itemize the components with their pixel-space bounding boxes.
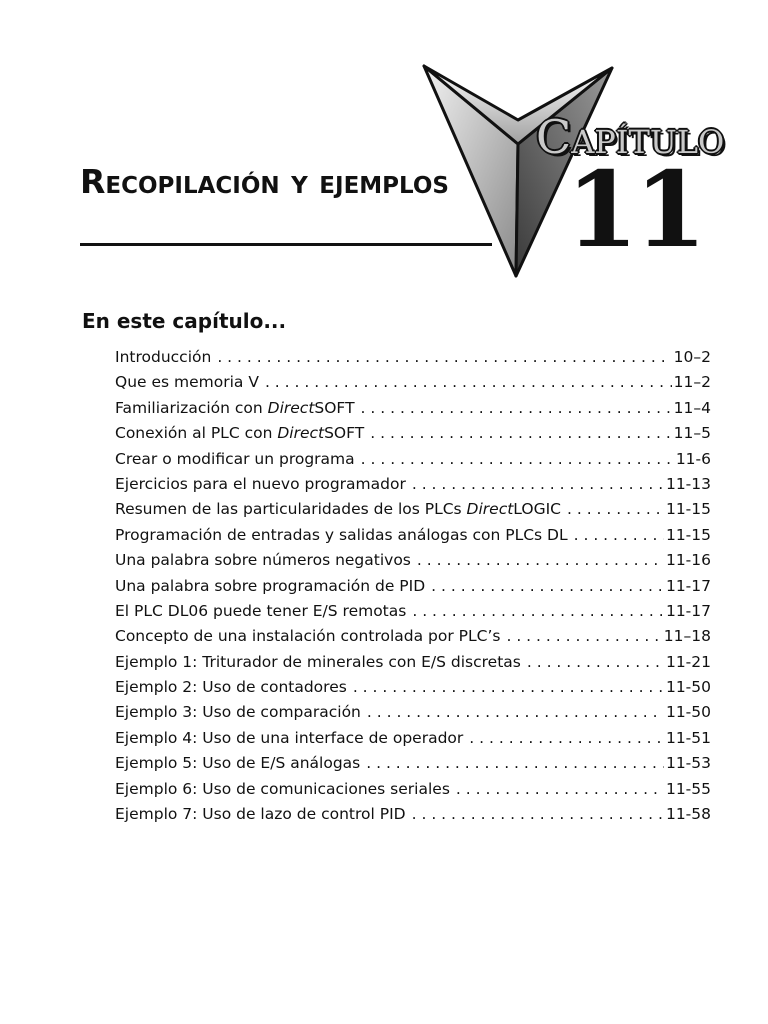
toc-entry-brand-suffix: LOGIC (513, 500, 561, 519)
toc-entry-title (115, 678, 347, 696)
toc-row[interactable] (115, 424, 711, 449)
toc-page-number: 11-6 (675, 449, 711, 468)
toc-entry-title (115, 627, 500, 645)
toc-dot-leader (361, 450, 674, 468)
toc-entry-text: Familiarización con (115, 398, 268, 417)
toc-dot-leader (353, 678, 664, 696)
toc-dot-leader (431, 577, 664, 595)
toc-row[interactable] (115, 602, 711, 627)
toc-dot-leader (567, 500, 664, 518)
toc-dot-leader (412, 475, 664, 493)
table-of-contents (115, 348, 711, 830)
toc-entry-title (115, 780, 450, 798)
toc-entry-text: Ejemplo 6: Uso de comunicaciones seriales (115, 779, 450, 798)
toc-entry-text: Concepto de una instalación controlada por PLC’s (115, 627, 501, 646)
toc-dot-leader (412, 602, 664, 620)
toc-dot-leader (367, 703, 664, 721)
toc-row[interactable] (115, 399, 711, 424)
toc-entry-text: Una palabra sobre números negativos (115, 551, 411, 570)
toc-page-number: 11-15 (665, 525, 711, 544)
toc-row[interactable] (115, 551, 711, 576)
toc-dot-leader (469, 729, 664, 747)
toc-row[interactable] (115, 678, 711, 703)
toc-entry-title (115, 602, 406, 620)
toc-page-number: 11-17 (665, 576, 711, 595)
toc-page-number: 11–18 (663, 627, 711, 646)
toc-entry-text: Introducción (115, 348, 212, 366)
toc-row[interactable] (115, 373, 711, 398)
toc-page-number: 11-55 (665, 779, 711, 798)
toc-page-number: 11-17 (665, 601, 711, 620)
toc-row[interactable] (115, 450, 711, 475)
chapter-title: Recopilación y ejemplos (80, 162, 449, 201)
toc-page-number: 11–4 (673, 398, 711, 417)
toc-page-number: 11-21 (665, 652, 711, 671)
toc-row[interactable] (115, 526, 711, 551)
toc-dot-leader (574, 526, 664, 544)
toc-row[interactable] (115, 627, 711, 652)
toc-entry-text: Resumen de las particularidades de los PLCs (115, 500, 467, 519)
toc-row[interactable] (115, 500, 711, 525)
toc-entry-text: Ejemplo 5: Uso de E/S análogas (115, 754, 361, 773)
toc-entry-text: El PLC DL06 puede tener E/S remotas (115, 601, 407, 620)
toc-page-number: 11-50 (665, 703, 711, 722)
toc-row[interactable] (115, 754, 711, 779)
toc-entry-text: Ejemplo 7: Uso de lazo de control PID (115, 805, 406, 824)
toc-entry-text: Ejemplo 2: Uso de contadores (115, 678, 347, 697)
chapter-label: Capítulo (536, 110, 725, 164)
toc-entry-text: Ejemplo 3: Uso de comparación (115, 703, 361, 722)
toc-entry-title (115, 754, 360, 772)
toc-entry-title (115, 729, 463, 747)
toc-entry-text: Crear o modificar un programa (115, 449, 355, 468)
toc-page-number: 11-51 (665, 728, 711, 747)
toc-row[interactable] (115, 348, 711, 373)
toc-dot-leader (370, 424, 671, 442)
chapter-number: 11 (566, 148, 703, 271)
toc-entry-title (115, 399, 355, 417)
toc-row[interactable] (115, 805, 711, 830)
toc-entry-title (115, 805, 406, 823)
toc-page-number: 10–2 (673, 348, 711, 366)
toc-entry-brand-suffix: SOFT (324, 424, 365, 443)
toc-entry-title (115, 653, 521, 671)
toc-page-number: 11-50 (665, 678, 711, 697)
toc-entry-text: Ejemplo 4: Uso de una interface de operador (115, 728, 464, 747)
toc-page-number: 11–5 (673, 424, 711, 443)
toc-entry-title (115, 526, 568, 544)
toc-page-number: 11-15 (665, 500, 711, 519)
toc-row[interactable] (115, 577, 711, 602)
toc-dot-leader (506, 627, 661, 645)
toc-entry-text: Ejemplo 1: Triturador de minerales con E/S discretas (115, 652, 521, 671)
toc-entry-title (115, 703, 361, 721)
toc-entry-title (115, 424, 364, 442)
toc-entry-brand-italic: Direct (267, 398, 315, 417)
toc-page-number: 11-58 (665, 805, 711, 824)
toc-entry-title (115, 450, 355, 468)
toc-dot-leader (265, 373, 672, 391)
toc-entry-title (115, 577, 425, 595)
toc-row[interactable] (115, 729, 711, 754)
toc-entry-brand-italic: Direct (277, 424, 325, 443)
toc-dot-leader (412, 805, 664, 823)
toc-entry-text: Conexión al PLC con (115, 424, 278, 443)
toc-entry-title (115, 348, 211, 366)
toc-dot-leader (417, 551, 664, 569)
toc-entry-text: Que es memoria V (115, 373, 259, 392)
toc-dot-leader (456, 780, 664, 798)
toc-entry-title (115, 500, 561, 518)
toc-dot-leader (366, 754, 664, 772)
toc-entry-title (115, 475, 406, 493)
toc-page-number: 11–2 (673, 373, 711, 392)
toc-entry-text: Una palabra sobre programación de PID (115, 576, 426, 595)
toc-entry-text: Programación de entradas y salidas análogas con PLCs DL (115, 525, 568, 544)
toc-entry-title (115, 373, 259, 391)
toc-row[interactable] (115, 780, 711, 805)
toc-dot-leader (527, 653, 664, 671)
toc-page-number: 11-13 (665, 474, 711, 493)
toc-dot-leader (217, 348, 671, 366)
toc-entry-text: Ejercicios para el nuevo programador (115, 474, 406, 493)
toc-row[interactable] (115, 653, 711, 678)
toc-row[interactable] (115, 703, 711, 728)
toc-page-number: 11-53 (665, 754, 711, 773)
toc-entry-title (115, 551, 411, 569)
toc-row[interactable] (115, 475, 711, 500)
toc-entry-brand-suffix: SOFT (314, 398, 355, 417)
toc-page-number: 11-16 (665, 551, 711, 570)
toc-entry-brand-italic: Direct (466, 500, 514, 519)
toc-dot-leader (361, 399, 672, 417)
section-heading: En este capítulo... (82, 309, 287, 333)
